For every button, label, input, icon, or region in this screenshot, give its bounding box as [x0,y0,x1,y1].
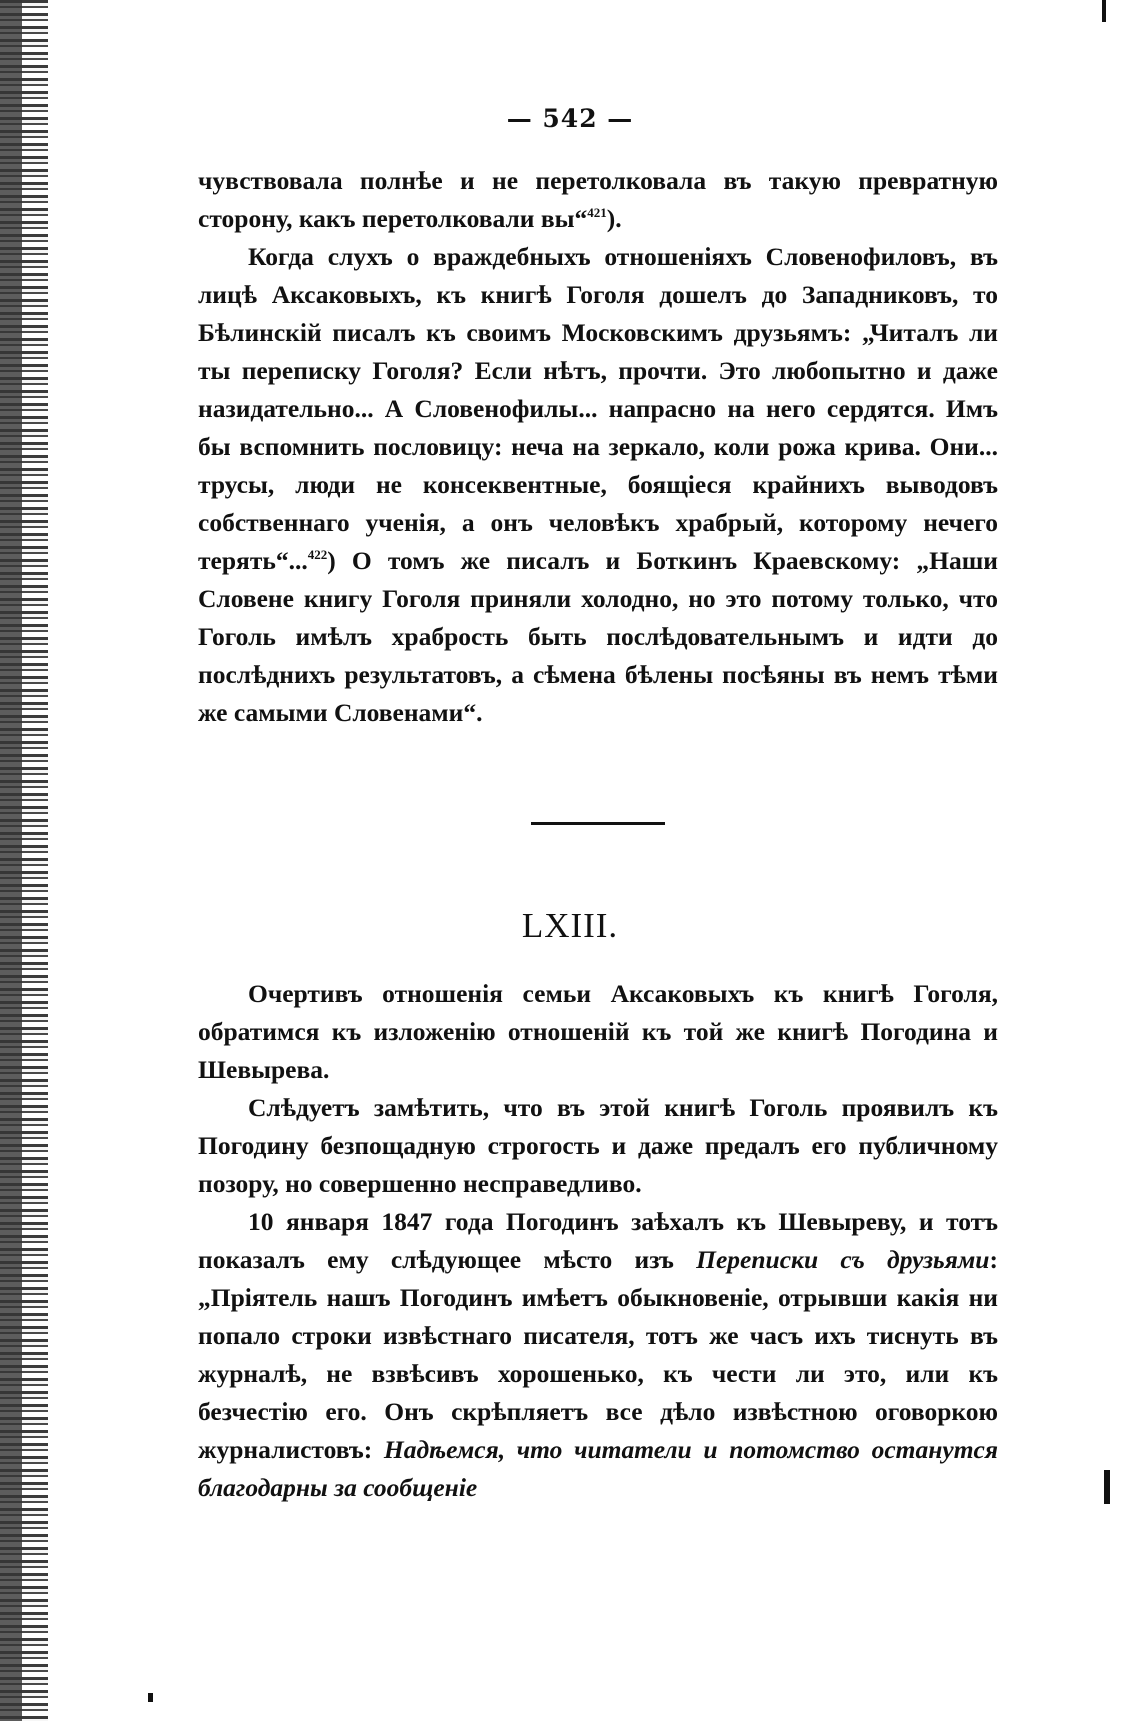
page-binding-edge [0,0,48,1721]
footnote-ref: 421 [587,205,607,220]
scan-artifact-top-right [1102,0,1106,22]
text-block-chapter [198,975,998,1507]
section-divider [531,822,665,825]
text-block-top [198,162,998,732]
scan-speck [148,1693,153,1702]
chapter-heading: LXIII. [521,906,619,945]
paragraph: Когда слухъ о враждебныхъ отношеніяхъ Словенофиловъ, въ лицѣ Аксаковыхъ, къ книгѣ Гоголя дошелъ до Западниковъ, то Бѣлинскій писалъ къ своимъ Московскимъ друзьямъ: „Читалъ ли ты переписку Гоголя? Если нѣтъ, прочти. Это любопытно и даже назидательно... А Словенофилы... напрасно на него сердятся. Имъ бы вспомнить пословицу: неча на зеркало, коли рожа крива. Они... трусы, люди не консеквентные, боящіеся крайнихъ выводовъ собственнаго ученія, а онъ человѣкъ храбрый, которому нечего терять“...$^{422}$) О томъ же писалъ и Боткинъ Краевскому: „Наши Словене книгу Гоголя приняли холодно, но это потому только, что Гоголь имѣлъ храбрость быть послѣдовательнымъ и идти до послѣднихъ результатовъ, а сѣмена бѣлены посѣяны въ немъ тѣми же самыми Словенами“. [198,242,998,727]
scan-artifact-right [1104,1470,1110,1504]
page-number: — 542 — [506,104,634,133]
paragraph: чувствовала полнѣе и не перетолковала въ такую превратную сторону, какъ перетолковали вы“$^{421}$). [198,166,998,233]
book-title: Переписки съ друзьями [696,1245,990,1274]
footnote-ref: 422 [307,547,328,562]
paragraph: Слѣдуетъ замѣтить, что въ этой книгѣ Гоголь проявилъ къ Погодину безпощадную строгость и даже предалъ его публичному позору, но совершенно несправедливо. [198,1093,998,1198]
paragraph: Очертивъ отношенія семьи Аксаковыхъ къ книгѣ Гоголя, обратимся къ изложенію отношеній къ той же книгѣ Погодина и Шевырева. [198,979,998,1084]
italic-quote: Надѣемся, что читатели и потомство останутся благодарны за сообщеніе [198,1435,998,1502]
paragraph: 10 января 1847 года Погодинъ заѣхалъ къ Шевыреву, и тотъ показалъ ему слѣдующее мѣсто изъ Переписки съ друзьями: „Пріятель нашъ Погодинъ имѣетъ обыкновеніе, отрывши какія ни попало строки извѣстнаго писателя, тотъ же часъ ихъ тиснуть въ журналѣ, не взвѣсивъ хорошенько, къ чести ли это, или къ безчестію его. Онъ скрѣпляетъ все дѣло извѣстною оговоркою журналистовъ: Надѣемся, что читатели и потомство останутся благодарны за сообщеніе [198,1207,998,1502]
